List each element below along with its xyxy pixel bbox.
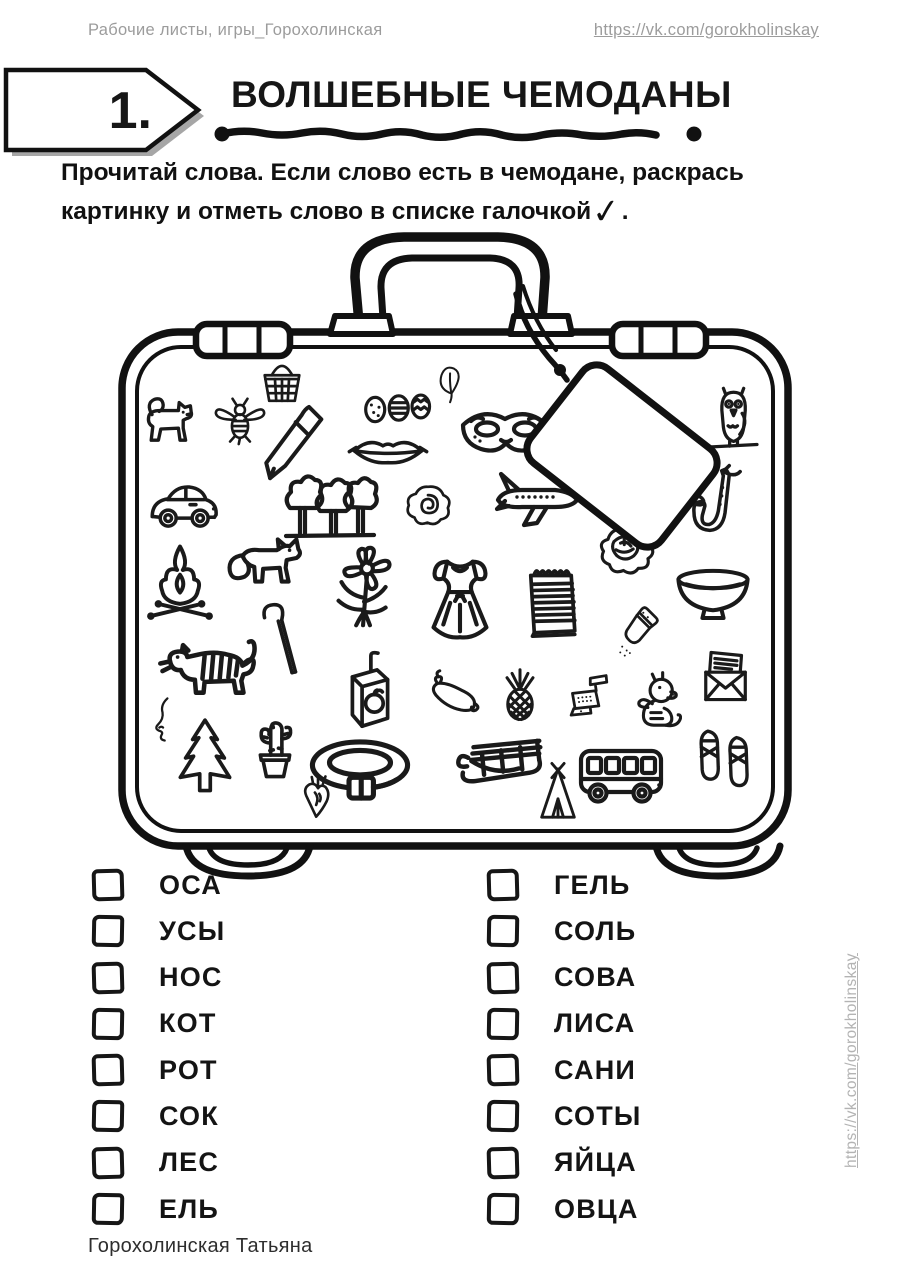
word-row [92, 1195, 225, 1223]
word-label: ЕЛЬ [159, 1193, 219, 1224]
word-list-left [92, 871, 225, 1241]
task-number-badge [0, 60, 230, 164]
word-row [92, 917, 225, 945]
word-label: СОК [159, 1100, 219, 1131]
word-row [92, 1056, 225, 1084]
word-checkbox[interactable] [487, 1054, 520, 1087]
word-checkbox[interactable] [487, 915, 520, 948]
instructions [61, 153, 791, 232]
word-row [487, 1102, 642, 1130]
header-vk-link[interactable]: https://vk.com/gorokholinskay [593, 21, 819, 39]
word-checkbox[interactable] [92, 915, 125, 948]
sidebar-vk-link[interactable]: https://vk.com/gorokholinskay [843, 953, 860, 1168]
word-label: ГЕЛЬ [554, 869, 631, 900]
word-checkbox[interactable] [487, 1100, 520, 1133]
word-row [92, 1010, 225, 1038]
word-label: СОТЫ [554, 1100, 642, 1131]
word-label: СОЛЬ [554, 915, 637, 946]
word-label: СОВА [554, 962, 637, 993]
word-label: КОТ [159, 1008, 217, 1039]
word-checkbox[interactable] [487, 1193, 520, 1226]
word-label: ОВЦА [554, 1193, 639, 1224]
suitcase-illustration [0, 228, 905, 888]
word-checkbox[interactable] [487, 869, 520, 902]
page-title: ВОЛШЕБНЫЕ ЧЕМОДАНЫ [231, 74, 732, 115]
instructions-line1: Прочитай слова. Если слово есть в чемодане, раскрась [61, 159, 744, 186]
word-row [487, 1010, 642, 1038]
word-row [92, 871, 225, 899]
word-label: ОСА [159, 869, 222, 900]
title-underline [210, 120, 710, 150]
suitcase-feet [186, 846, 780, 876]
word-row [92, 1149, 225, 1177]
word-row [487, 871, 642, 899]
word-label: РОТ [159, 1054, 218, 1085]
word-checkbox[interactable] [92, 869, 125, 902]
word-checkbox[interactable] [487, 961, 520, 994]
badge-number: 1. [108, 82, 152, 140]
word-row [487, 1056, 642, 1084]
footer-author: Горохолинская Татьяна [88, 1235, 313, 1257]
word-label: ЯЙЦА [554, 1147, 637, 1178]
header-author-text: Рабочие листы, игры_Горохолинская [88, 21, 383, 39]
word-checkbox[interactable] [92, 961, 125, 994]
word-label: ЛЕС [159, 1147, 220, 1178]
word-row [487, 917, 642, 945]
word-list-right [487, 871, 642, 1241]
word-label: ЛИСА [554, 1008, 636, 1039]
word-label: УСЫ [159, 915, 226, 946]
word-checkbox[interactable] [487, 1146, 520, 1179]
checkmark-icon: ✓ [590, 191, 623, 233]
word-checkbox[interactable] [92, 1146, 125, 1179]
word-checkbox[interactable] [92, 1054, 125, 1087]
word-checkbox[interactable] [487, 1008, 520, 1041]
suitcase-handle-inner [381, 258, 519, 334]
handle-mount-left [330, 316, 393, 334]
word-checkbox[interactable] [92, 1193, 125, 1226]
word-checkbox[interactable] [92, 1008, 125, 1041]
word-row [92, 1102, 225, 1130]
tag-knot [554, 364, 566, 376]
word-checkbox[interactable] [92, 1100, 125, 1133]
word-row [487, 1149, 642, 1177]
word-label: НОС [159, 962, 223, 993]
word-row [487, 1195, 642, 1223]
instructions-line2: картинку и отметь слово в списке галочкой✓. [61, 191, 629, 233]
word-label: САНИ [554, 1054, 637, 1085]
word-row [92, 964, 225, 992]
word-row [487, 964, 642, 992]
